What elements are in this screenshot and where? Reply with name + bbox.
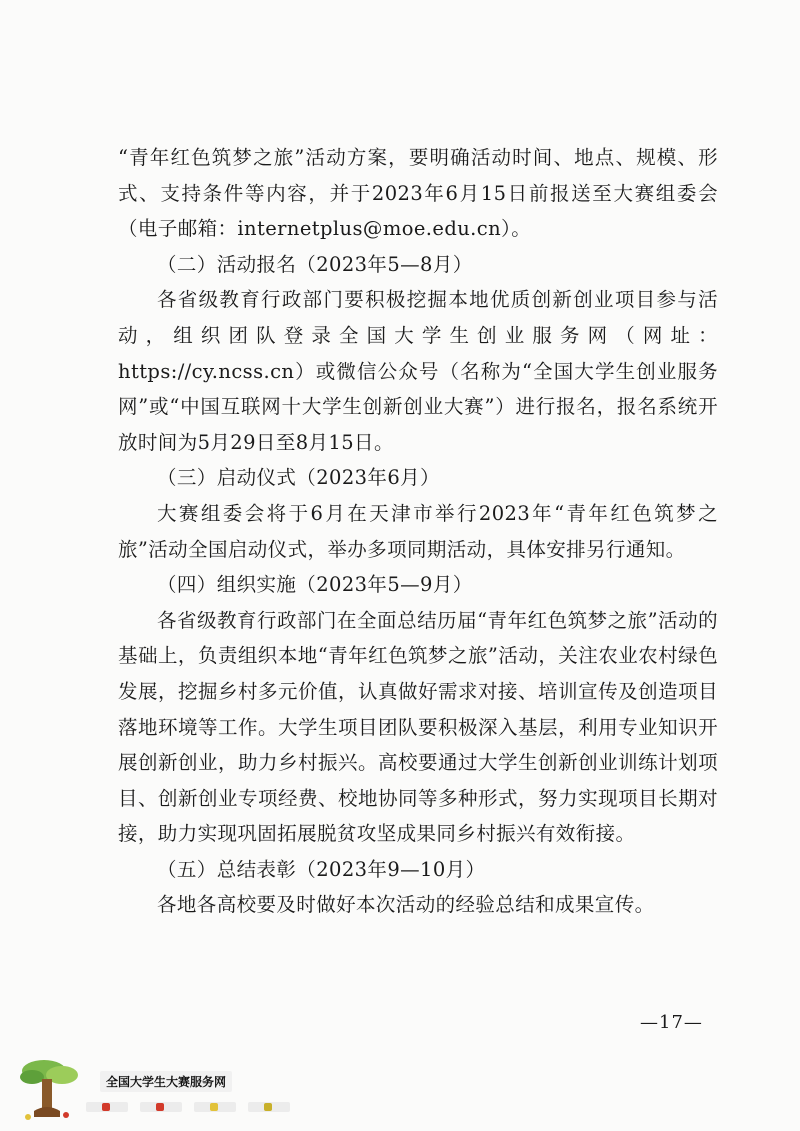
watermark-tab-2 — [140, 1102, 182, 1112]
watermark-tab-1 — [86, 1102, 128, 1112]
tab-marker-icon — [156, 1103, 164, 1111]
tab-marker-icon — [264, 1103, 272, 1111]
heading-registration: （二）活动报名（2023年5—8月） — [157, 252, 473, 276]
heading-implementation: （四）组织实施（2023年5—9月） — [157, 573, 473, 597]
watermark-tab-4 — [248, 1102, 290, 1112]
paragraph-registration: 各省级教育行政部门要积极挖掘本地优质创新创业项目参与活动，组织团队登录全国大学生创业服务网（网址：https://cy.ncss.cn）或微信公众号（名称为“全国大学生创业服务网”或“中国互联网十大学生创新创业大赛”）进行报名，报名系统开放时间为5月29日至8月15日。 — [118, 288, 718, 454]
tab-marker-icon — [102, 1103, 110, 1111]
site-watermark — [14, 1055, 264, 1125]
heading-launch-ceremony: （三）启动仪式（2023年6月） — [157, 466, 440, 490]
site-watermark-tabs — [86, 1102, 290, 1112]
site-watermark-title: 全国大学生大赛服务网 — [100, 1071, 232, 1092]
paragraph-launch-ceremony: 大赛组委会将于6月在天津市举行2023年“青年红色筑梦之旅”活动全国启动仪式，举办多项同期活动，具体安排另行通知。 — [118, 501, 718, 561]
paragraph-implementation: 各省级教育行政部门在全面总结历届“青年红色筑梦之旅”活动的基础上，负责组织本地“青年红色筑梦之旅”活动，关注农业农村绿色发展，挖掘乡村多元价值，认真做好需求对接、培训宣传及创造项目落地环境等工作。大学生项目团队要积极深入基层，利用专业知识开展创新创业，助力乡村振兴。高校要通过大学生创新创业训练计划项目、创新创业专项经费、校地协同等多种形式，努力实现项目长期对接，助力实现巩固拓展脱贫攻坚成果同乡村振兴有效衔接。 — [118, 608, 718, 846]
tab-marker-icon — [210, 1103, 218, 1111]
paragraph-summary-awards: 各地各高校要及时做好本次活动的经验总结和成果宣传。 — [157, 893, 655, 917]
paragraph-plan-submission: “青年红色筑梦之旅”活动方案，要明确活动时间、地点、规模、形式、支持条件等内容，并于2023年6月15日前报送至大赛组委会（电子邮箱：internetplus@moe.edu.cn）。 — [118, 146, 718, 241]
tree-logo-icon — [14, 1055, 94, 1125]
page-number: —17— — [640, 1012, 703, 1033]
heading-summary-awards: （五）总结表彰（2023年9—10月） — [157, 857, 486, 881]
watermark-tab-3 — [194, 1102, 236, 1112]
document-body — [118, 140, 718, 923]
